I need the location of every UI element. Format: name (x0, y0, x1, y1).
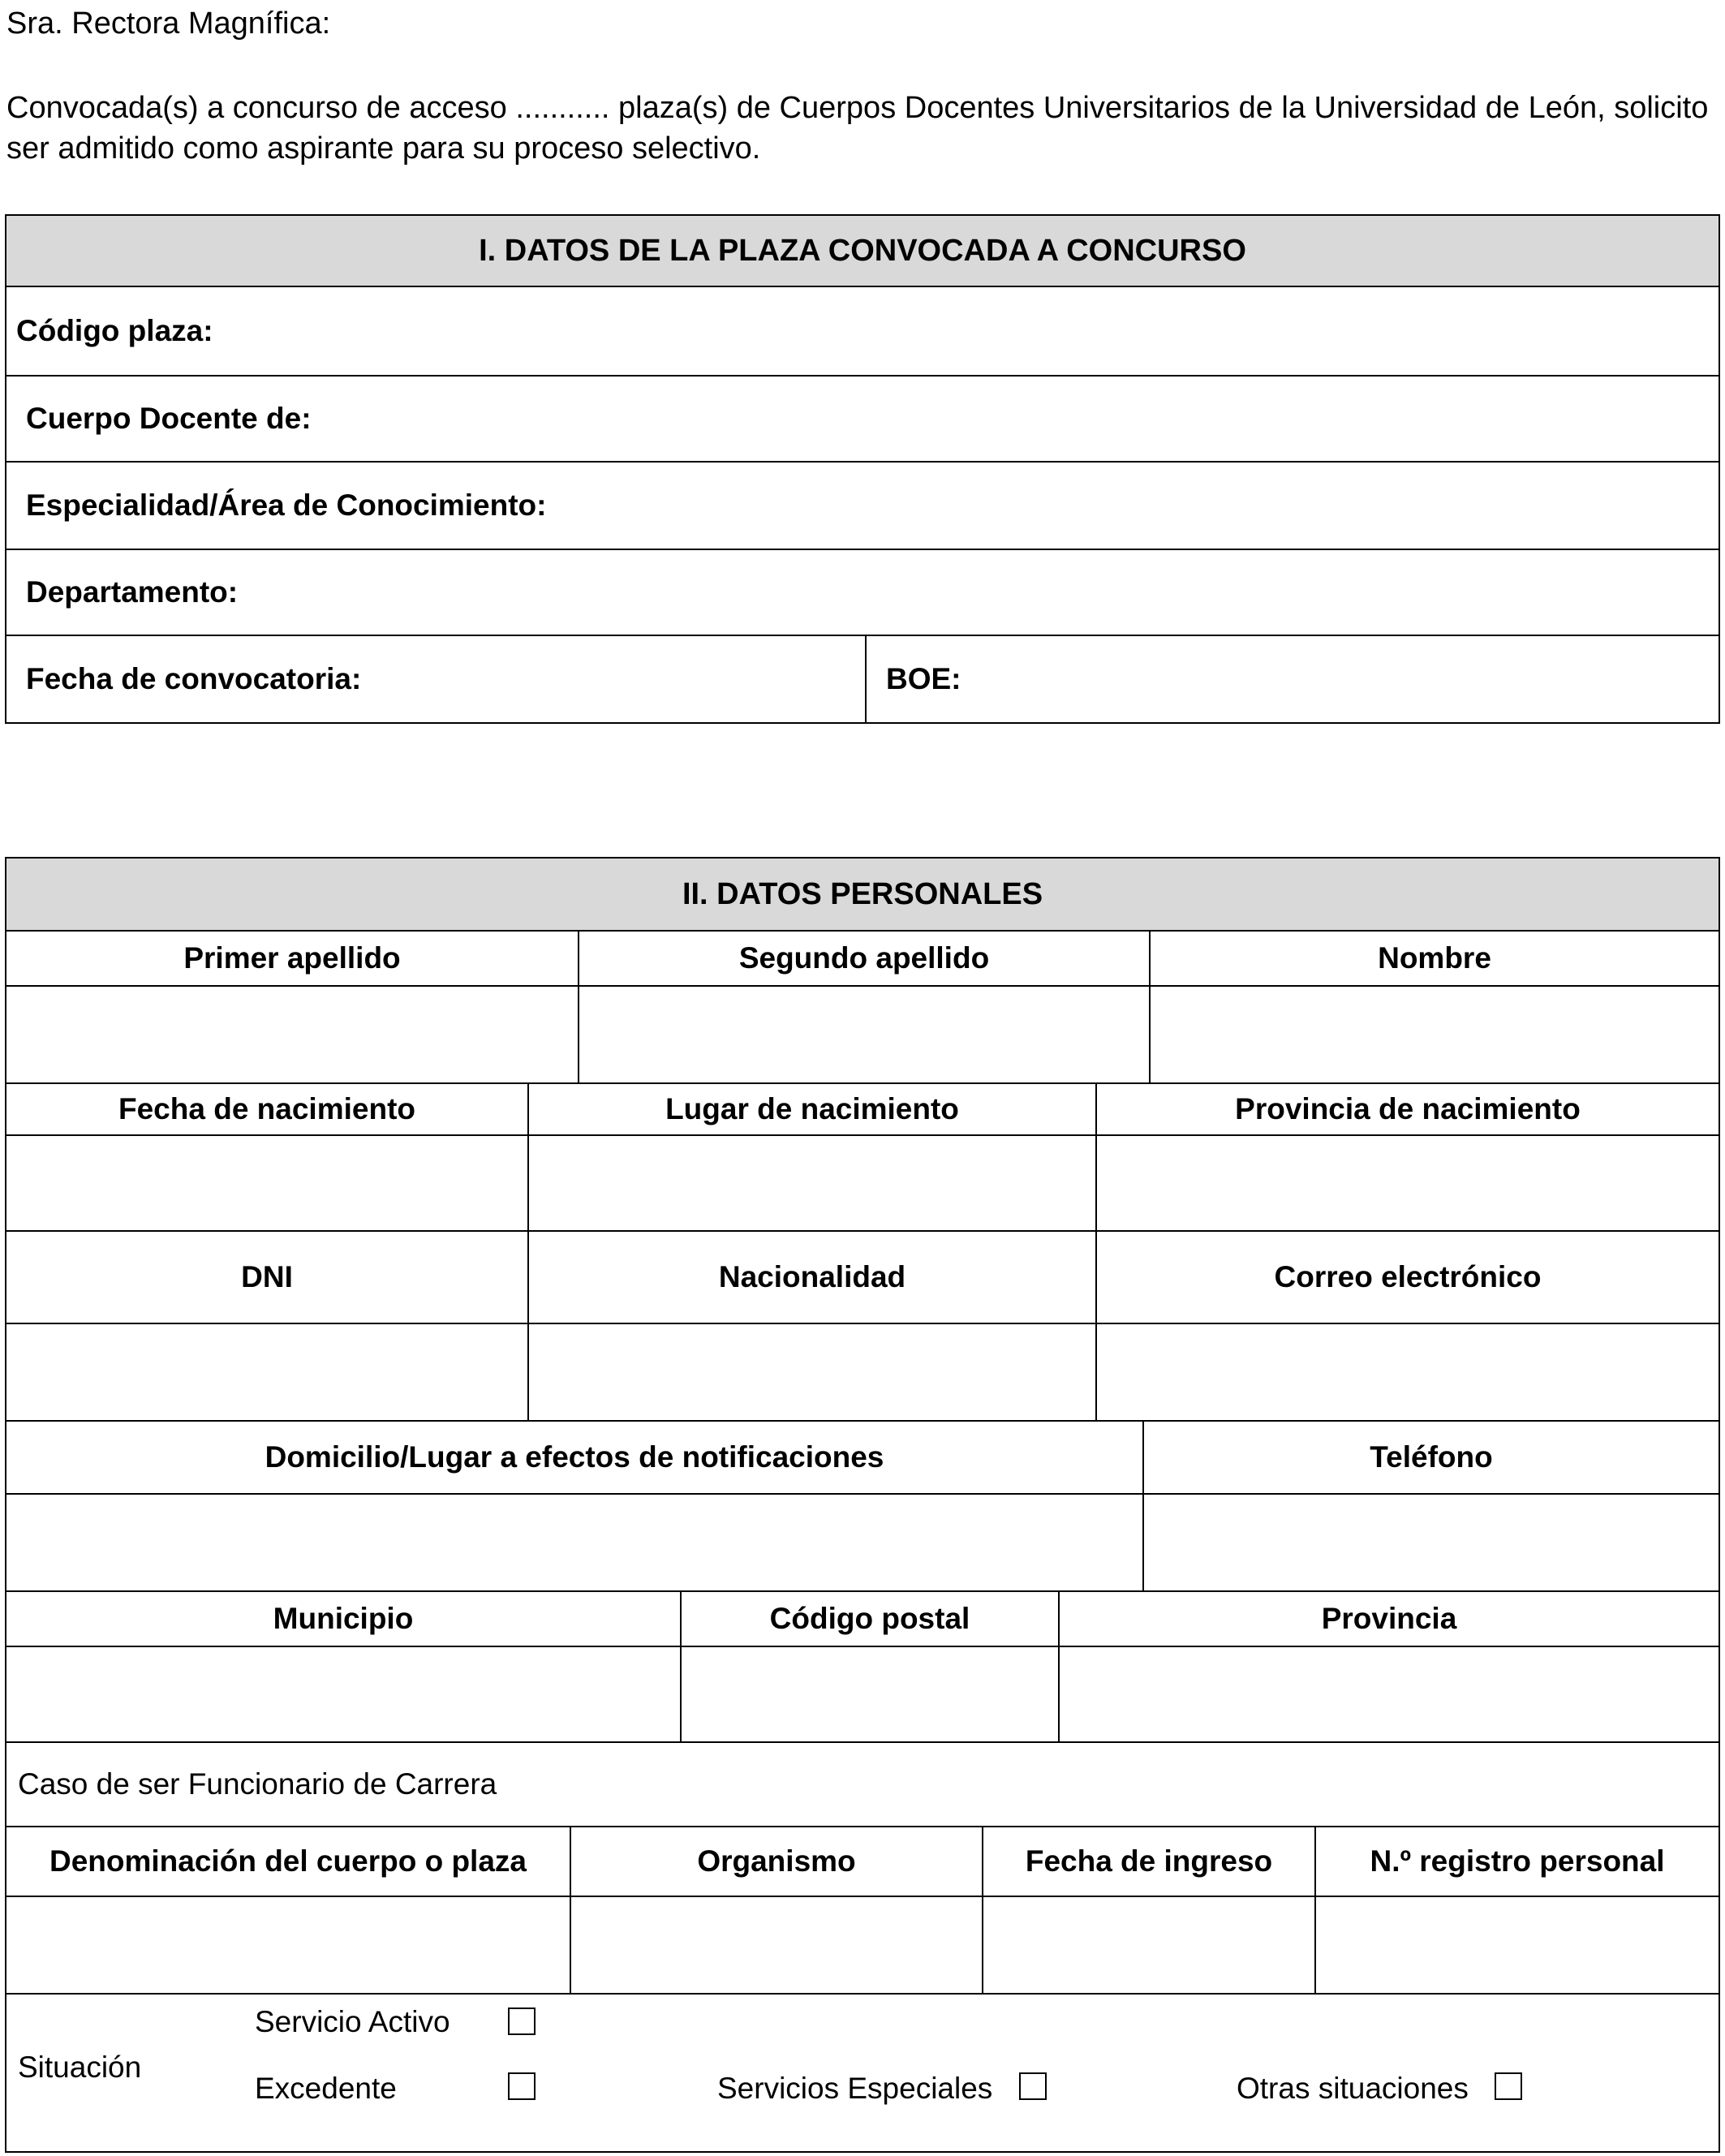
codigo-plaza-label: Código plaza: (16, 314, 213, 347)
municipio-input[interactable] (6, 1647, 680, 1741)
fecha-nacimiento-input[interactable] (6, 1136, 527, 1230)
excedente-label: Excedente (255, 2072, 397, 2105)
provincia-input[interactable] (1058, 1647, 1719, 1741)
nombre-input[interactable] (1149, 987, 1719, 1082)
cuerpo-docente-field[interactable] (6, 375, 1719, 461)
especialidad-field[interactable] (6, 461, 1719, 549)
denominacion-input[interactable] (6, 1897, 570, 1993)
greeting: Sra. Rectora Magnífica: (6, 6, 331, 41)
servicios-especiales-checkbox[interactable] (1019, 2072, 1047, 2100)
dni-label: DNI (241, 1260, 293, 1293)
boe-field[interactable] (865, 636, 1719, 722)
fecha-nacimiento-label: Fecha de nacimiento (118, 1092, 415, 1125)
otras-situaciones-checkbox[interactable] (1495, 2072, 1522, 2100)
registro-personal-label: N.º registro personal (1314, 1827, 1719, 1896)
servicio-activo-checkbox[interactable] (508, 2008, 536, 2035)
boe-label: BOE: (886, 662, 961, 695)
fecha-boe-row (6, 635, 1719, 722)
correo-input[interactable] (1095, 1324, 1719, 1420)
primer-apellido-input[interactable] (6, 987, 578, 1082)
location-header-row (6, 1590, 1719, 1646)
nacionalidad-label: Nacionalidad (527, 1232, 1095, 1323)
organismo-label: Organismo (570, 1827, 982, 1896)
fecha-convocatoria-field[interactable] (6, 636, 865, 722)
codigo-postal-label: Código postal (680, 1592, 1058, 1646)
departamento-label: Departamento: (26, 575, 239, 609)
telefono-label: Teléfono (1142, 1422, 1719, 1493)
dni-input[interactable] (6, 1324, 527, 1420)
provincia-nacimiento-input[interactable] (1095, 1136, 1719, 1230)
municipio-label: Municipio (273, 1602, 414, 1635)
birth-header-row (6, 1082, 1719, 1134)
fecha-convocatoria-label: Fecha de convocatoria: (26, 662, 362, 695)
funcionario-header-row (6, 1826, 1719, 1896)
segundo-apellido-label: Segundo apellido (578, 932, 1149, 985)
otras-situaciones-label: Otras situaciones (1237, 2072, 1469, 2105)
location-input-row (6, 1646, 1719, 1741)
registro-personal-input[interactable] (1314, 1897, 1719, 1993)
funcionario-note (6, 1741, 1719, 1826)
address-input-row (6, 1493, 1719, 1590)
lugar-nacimiento-label: Lugar de nacimiento (527, 1084, 1095, 1134)
primer-apellido-label: Primer apellido (183, 941, 401, 975)
names-input-row (6, 985, 1719, 1082)
domicilio-input[interactable] (6, 1495, 1142, 1590)
section-plaza-title: I. DATOS DE LA PLAZA CONVOCADA A CONCURSO (6, 216, 1719, 286)
id-input-row (6, 1323, 1719, 1420)
excedente-checkbox[interactable] (508, 2072, 536, 2100)
section-datos-personales-title: II. DATOS PERSONALES (6, 859, 1719, 930)
funcionario-note-text: Caso de ser Funcionario de Carrera (18, 1767, 497, 1801)
departamento-field[interactable] (6, 549, 1719, 635)
denominacion-label: Denominación del cuerpo o plaza (49, 1844, 527, 1878)
nombre-label: Nombre (1149, 932, 1719, 985)
section-plaza (5, 214, 1720, 724)
situacion-label: Situación (18, 2051, 142, 2084)
nacionalidad-input[interactable] (527, 1324, 1095, 1420)
segundo-apellido-input[interactable] (578, 987, 1149, 1082)
codigo-plaza-field[interactable] (6, 286, 1719, 375)
especialidad-label: Especialidad/Área de Conocimiento: (26, 488, 547, 522)
codigo-postal-input[interactable] (680, 1647, 1058, 1741)
provincia-nacimiento-label: Provincia de nacimiento (1095, 1084, 1719, 1134)
address-header-row (6, 1420, 1719, 1493)
fecha-ingreso-input[interactable] (982, 1897, 1314, 1993)
intro-paragraph: Convocada(s) a concurso de acceso ........... plaza(s) de Cuerpos Docentes Universitarios de la Universidad de León, solicito ser admitido como aspirante para su proceso selectivo. (6, 91, 1709, 166)
section-datos-personales (5, 857, 1720, 2153)
domicilio-label: Domicilio/Lugar a efectos de notificaciones (265, 1440, 884, 1474)
provincia-label: Provincia (1058, 1592, 1719, 1646)
lugar-nacimiento-input[interactable] (527, 1136, 1095, 1230)
names-header-row (6, 930, 1719, 985)
servicio-activo-label: Servicio Activo (255, 2005, 450, 2038)
id-header-row (6, 1230, 1719, 1323)
organismo-input[interactable] (570, 1897, 982, 1993)
cuerpo-docente-label: Cuerpo Docente de: (26, 402, 312, 435)
correo-label: Correo electrónico (1095, 1232, 1719, 1323)
situacion-row (6, 1993, 1719, 2151)
fecha-ingreso-label: Fecha de ingreso (982, 1827, 1314, 1896)
telefono-input[interactable] (1142, 1495, 1719, 1590)
funcionario-input-row (6, 1896, 1719, 1993)
birth-input-row (6, 1134, 1719, 1230)
servicios-especiales-label: Servicios Especiales (717, 2072, 993, 2105)
